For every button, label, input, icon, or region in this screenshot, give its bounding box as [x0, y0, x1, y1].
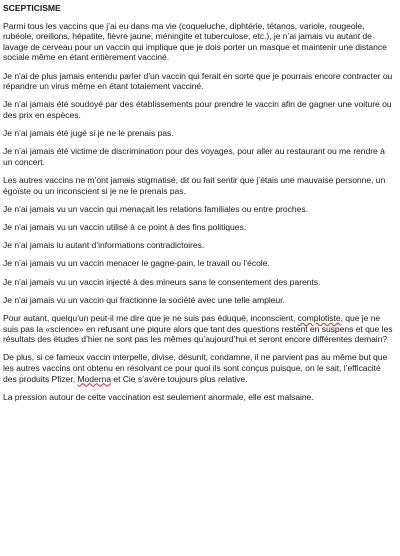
paragraph-text: et Cie s’avère toujours plus relative.: [111, 373, 248, 384]
paragraph-discrimination: Je n’ai jamais été victime de discrimination pour des voyages, pour aller au restaurant ou me rendre à un concert.: [3, 146, 385, 167]
document-body: [3, 3, 395, 410]
paragraph-vaccines-list: Parmi tous les vaccins que j’ai eu dans ma vie (coqueluche, diphtérie, tétanos, variole, rougeole, rubéole, oreillons, hépatite, fièvre jaune, méningite et tuberculose, etc.), je n’ai jamais vu autant de lavage de cerveau pour un vaccin qui implique que je dois porter un masque et maintenir une distance sociale même en étant entièrement vacciné.: [3, 20, 387, 63]
paragraph-contradictory-info: Je n’ai jamais lu autant d’informations contradictoires.: [3, 240, 205, 251]
paragraph-contract-virus: Je n’ai de plus jamais entendu parler d’un vaccin qui ferait en sorte que je pourrais encore contracter ou répandre un virus même en étant totalement vacciné.: [3, 70, 393, 92]
spellcheck-flagged-word: Moderna: [77, 373, 112, 384]
paragraph-political: Je n’ai jamais vu un vaccin utilisé à ce point à des fins politiques.: [3, 222, 247, 233]
document-title: SCEPTICISME: [3, 3, 61, 13]
paragraph-livelihood: Je n’ai jamais vu un vaccin menacer le gagne-pain, le travail ou l’école.: [3, 258, 270, 269]
paragraph-science-question: [3, 313, 395, 345]
paragraph-family-relations: Je n’ai jamais vu un vaccin qui menaçait les relations familiales ou entre proches.: [3, 203, 308, 214]
paragraph-text: De plus, si ce fameux vaccin interpelle, divise, désunit, condamne, il ne parvient pas au même but que les autres vaccins ont obtenu en résolvant ce pour quoi ils sont conçus puisque, on le sait, l’efficacité des produits Pfizer,: [3, 352, 388, 384]
paragraph-closing: La pression autour de cette vaccination est seulement anormale, elle est malsaine.: [3, 391, 314, 402]
paragraph-judged: Je n’ai jamais été jugé si je ne le prenais pas.: [3, 128, 174, 139]
paragraph-stigmatized: Les autres vaccins ne m’ont jamais stigmatisé, dit ou fait sentir que j’étais une mauvaise personne, un égoïste ou un inconscient si je ne le prenais pas.: [3, 175, 386, 196]
paragraph-text: Pour autant, quelqu’un peut-il me dire que je ne suis pas éduqué, inconscient,: [3, 313, 298, 323]
paragraph-text: , que je ne suis pas la «science» en refusant une piqure alors que tant des questions restent en suspens et que les résultats des études d’hier ne sont pas les mêmes qu’aujourd’hui et seront encore différentes demain?: [3, 313, 393, 345]
paragraph-divides-society: Je n’ai jamais vu un vaccin qui fractionne la société avec une telle ampleur.: [3, 294, 285, 305]
spellcheck-flagged-word: complotiste: [297, 313, 341, 323]
paragraph-efficacy: [3, 352, 395, 384]
paragraph-bribed: Je n’ai jamais été soudoyé par des établissements pour prendre le vaccin afin de gagner une voiture ou des prix en espèces.: [3, 99, 392, 120]
paragraph-minors: Je n’ai jamais vu un vaccin injecté à des mineurs sans le consentement des parents.: [3, 276, 321, 287]
